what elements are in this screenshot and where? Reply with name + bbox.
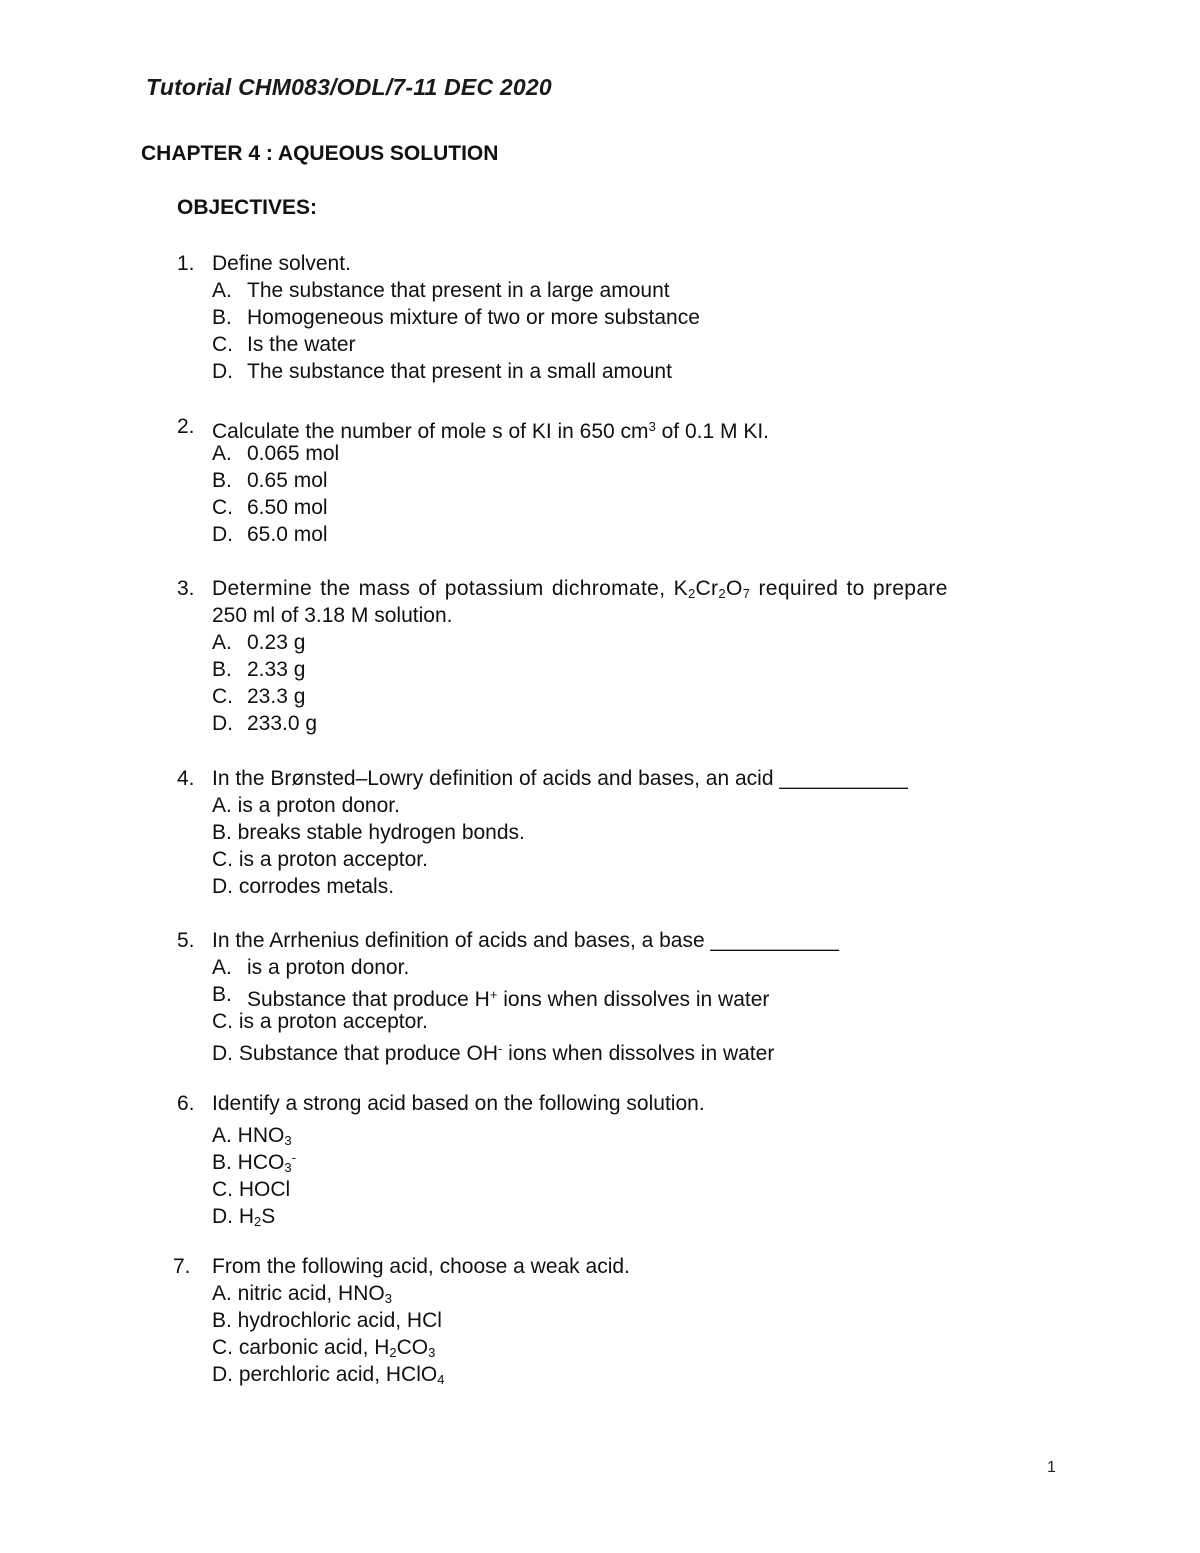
document-page: Tutorial CHM083/ODL/7-11 DEC 2020 CHAPTER 4 : AQUEOUS SOLUTION OBJECTIVES: 1. Define solvent. A. The substance that present in a large amount B. Homogeneous mixture of two or more substance C. Is the water D. The substance that present in a small amount 2. Calculate the number of mole s of KI in 650 $cm^3$ of 0.1 M KI. A. 0.065 mol B. 0.65 mol C. 6.50 mol D. 65.0 mol 3. Determine the mass of potassium dichromate, $K_2Cr_2O_7$ required to prepare 250 ml of 3.18 M solution. A. 0.23 g B. 2.33 g C. 23.3 g D. 233.0 g 4. In the Brønsted–Lowry definition of acids and bases, an acid ___________ A. is a proton donor. B. breaks stable hydrogen bonds. C. is a proton acceptor. D. corrodes metals. 5. In the Arrhenius definition of acids and bases, a base ___________ A. is a proton donor. B. Substance that produce H+ ions when dissolves in water C. is a proton acceptor. D. Substance that produce OH- ions when dissolves in water 6. Identify a strong acid based on the following solution. A. $HNO_3$ B. $HCO_3^-$ C. HOCl D. $H_2S$ 7. From the following acid, choose a weak acid. A. nitric acid, $HNO_3$ B. hydrochloric acid, HCl C. carbonic acid, $H_2CO_3$ D. perchloric acid, HClO$_4$ 1 bbox=[0, 0, 1200, 1553]
question-number: 2. bbox=[177, 415, 195, 438]
question-number: 7. bbox=[173, 1255, 191, 1278]
question-stem: Define solvent. bbox=[212, 252, 351, 275]
question-stem: In the Arrhenius definition of acids and bases, a base ___________ bbox=[212, 929, 839, 952]
document-header: Tutorial CHM083/ODL/7-11 DEC 2020 bbox=[146, 74, 552, 100]
objectives-label: OBJECTIVES: bbox=[177, 196, 318, 219]
question-stem: Calculate the number of mole s of KI in 650 $cm^3$ of 0.1 M KI. bbox=[212, 419, 770, 443]
question-stem: In the Brønsted–Lowry definition of acids and bases, an acid ___________ bbox=[212, 767, 908, 790]
chapter-title: CHAPTER 4 : AQUEOUS SOLUTION bbox=[141, 142, 499, 165]
question-number: 5. bbox=[177, 929, 195, 952]
question-number: 3. bbox=[177, 577, 195, 600]
page-number: 1 bbox=[1047, 1459, 1056, 1476]
question-stem: From the following acid, choose a weak acid. bbox=[212, 1255, 630, 1278]
question-number: 4. bbox=[177, 767, 195, 790]
question-stem: Identify a strong acid based on the following solution. bbox=[212, 1092, 705, 1115]
question-stem-line2: 250 ml of 3.18 M solution. bbox=[212, 604, 453, 627]
question-number: 6. bbox=[177, 1092, 195, 1115]
question-stem: Determine the mass of potassium dichromate, $K_2Cr_2O_7$ required to prepare bbox=[212, 577, 948, 601]
question-number: 1. bbox=[177, 252, 195, 275]
